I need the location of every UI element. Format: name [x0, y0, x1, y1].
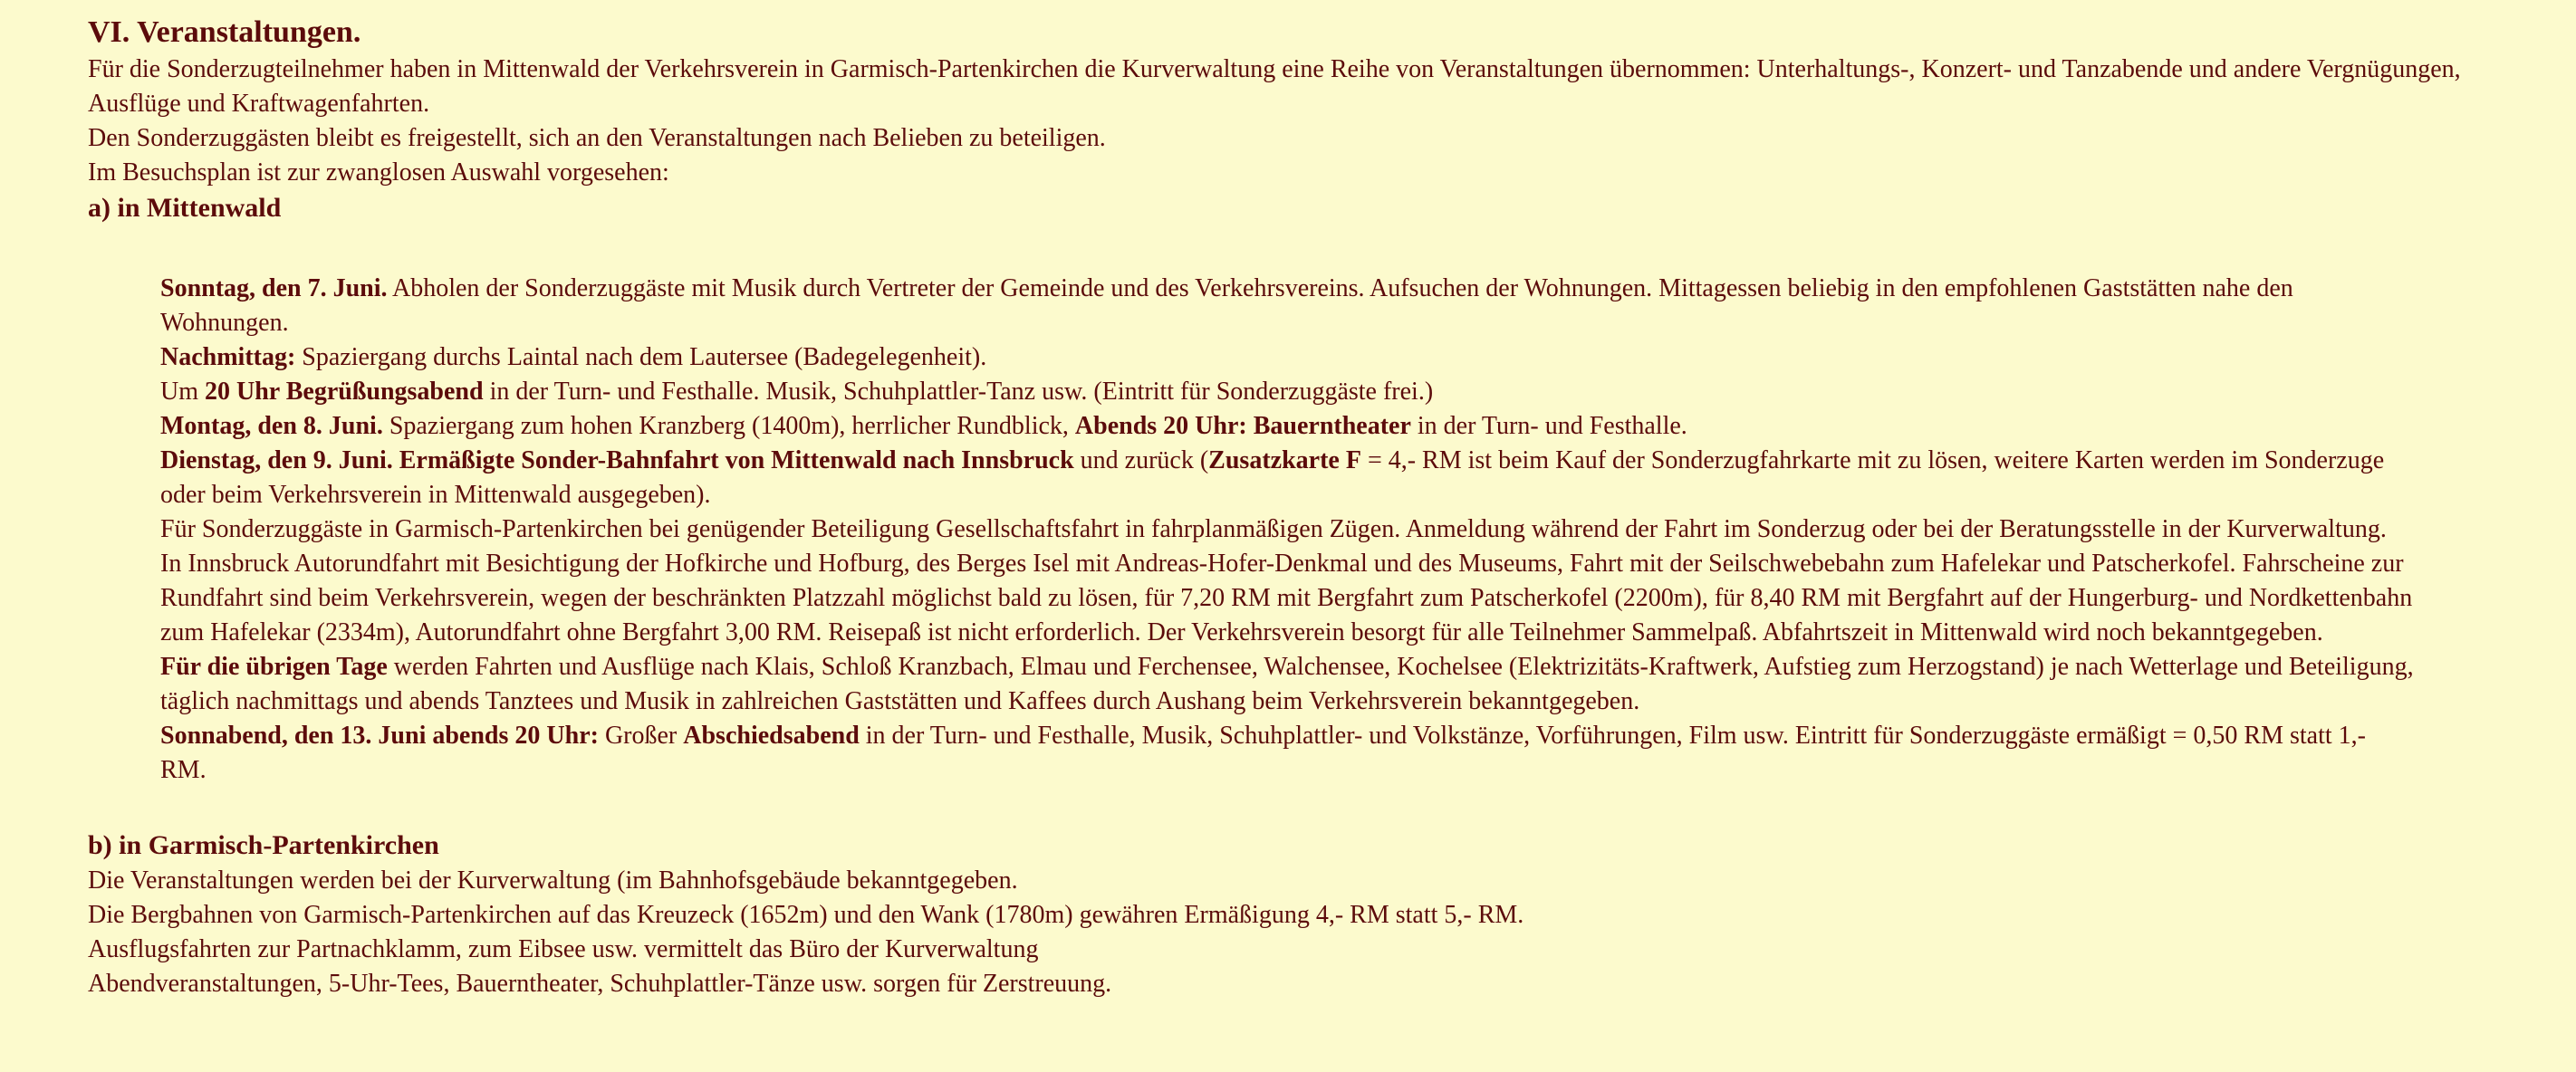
text-segment: = 4,- RM ist beim Kauf der Sonderzugfahrkarte mit zu lösen, weitere Karten werden im Sonderzuge oder beim Verkehrsverein in Mittenwald ausgegeben).: [160, 446, 2385, 509]
event-item: [160, 340, 2417, 375]
text-segment: in der Turn- und Festhalle, Musik, Schuhplattler- und Volkstänze, Vorführungen, Film usw. Eintritt für Sonderzuggäste ermäßigt = 0,50 RM statt 1,- RM.: [160, 722, 2366, 784]
text-segment: werden Fahrten und Ausflüge nach Klais, Schloß Kranzbach, Elmau und Ferchensee, Walchensee, Kochelsee (Elektrizitäts-Kraftwerk, Aufstieg zum Herzogstand) je nach Wetterlage und Beteiligung, täglich nachmittags und abends Tanztees und Musik in zahlreichen Gaststätten und Kaffees durch Aushang beim Verkehrsverein bekanntgegeben.: [160, 653, 2414, 715]
event-item: [160, 375, 2417, 409]
text-segment: Sonnabend, den 13. Juni abends 20 Uhr:: [160, 722, 599, 750]
text-segment: Ausflugsfahrten zur Partnachklamm, zum Eibsee usw. vermittelt das Büro der Kurverwaltung: [88, 935, 1039, 963]
event-item: [160, 547, 2417, 650]
event-item: [160, 444, 2417, 512]
text-segment: Für Sonderzuggäste in Garmisch-Partenkirchen bei genügender Beteiligung Gesellschaftsfahrt in fahrplanmäßigen Zügen. Anmeldung während der Fahrt im Sonderzug oder bei der Beratungsstelle in der Kurverwaltung.: [160, 515, 2387, 543]
event-item: [160, 650, 2417, 719]
text-segment: Den Sonderzuggästen bleibt es freigestellt, sich an den Veranstaltungen nach Belieben zu beteiligen.: [88, 124, 1106, 152]
text-segment: Um: [160, 378, 205, 406]
text-segment: in der Turn- und Festhalle.: [1410, 412, 1687, 440]
text-segment: und zurück (: [1073, 446, 1209, 474]
text-segment: Abends 20 Uhr: Bauerntheater: [1074, 412, 1411, 440]
text-segment: Die Bergbahnen von Garmisch-Partenkirchen auf das Kreuzeck (1652m) und den Wank (1780m) gewähren Ermäßigung 4,- RM statt 5,- RM.: [88, 901, 1524, 929]
text-segment: Spaziergang zum hohen Kranzberg (1400m), herrlicher Rundblick,: [382, 412, 1075, 440]
section-b-paragraph: [88, 898, 2490, 933]
event-item: [160, 719, 2417, 788]
text-segment: Im Besuchsplan ist zur zwanglosen Auswahl vorgesehen:: [88, 158, 669, 187]
page-title: VI. Veranstaltungen.: [88, 15, 361, 49]
text-segment: Für die übrigen Tage: [160, 653, 388, 681]
text-segment: Abschiedsabend: [683, 722, 860, 750]
text-segment: Nachmittag:: [160, 343, 296, 371]
text-segment: 20 Uhr Begrüßungsabend: [205, 378, 484, 406]
event-item: [160, 512, 2417, 547]
text-segment: Zusatzkarte F: [1208, 446, 1361, 474]
text-segment: Montag, den 8. Juni.: [160, 412, 383, 440]
text-segment: Die Veranstaltungen werden bei der Kurverwaltung (im Bahnhofsgebäude bekanntgegeben.: [88, 866, 1018, 895]
text-segment: Abendveranstaltungen, 5-Uhr-Tees, Bauerntheater, Schuhplattler-Tänze usw. sorgen für Zerstreuung.: [88, 970, 1112, 998]
section-b-paragraph: [88, 864, 2490, 898]
text-segment: Dienstag, den 9. Juni. Ermäßigte Sonder-Bahnfahrt von Mittenwald nach Innsbruck: [160, 446, 1074, 474]
event-item: [160, 272, 2417, 340]
section-b-paragraph: [88, 967, 2490, 1001]
text-segment: in der Turn- und Festhalle. Musik, Schuhplattler-Tanz usw. (Eintritt für Sonderzuggäste frei.): [483, 378, 1434, 406]
section-b-paragraph: [88, 933, 2490, 967]
intro-paragraph: [88, 121, 2490, 156]
intro-paragraph: [88, 156, 2490, 190]
text-segment: Sonntag, den 7. Juni.: [160, 274, 388, 302]
text-segment: Abholen der Sonderzuggäste mit Musik durch Vertreter der Gemeinde und des Verkehrsvereins. Aufsuchen der Wohnungen. Mittagessen beliebig in den empfohlenen Gaststätten nahe den Wohnungen.: [160, 274, 2293, 337]
text-segment: Großer: [598, 722, 684, 750]
event-item: [160, 409, 2417, 444]
section-a-heading: a) in Mittenwald: [88, 193, 282, 223]
text-segment: Spaziergang durchs Laintal nach dem Lautersee (Badegelegenheit).: [295, 343, 987, 371]
section-b-heading: b) in Garmisch-Partenkirchen: [88, 830, 439, 860]
text-segment: In Innsbruck Autorundfahrt mit Besichtigung der Hofkirche und Hofburg, des Berges Isel mit Andreas-Hofer-Denkmal und des Museums, Fahrt mit der Seilschwebebahn zum Hafelekar und Patscherkofel. Fahrscheine zur Rundfahrt sind beim Verkehrsverein, wegen der beschränkten Platzzahl möglichst bald zu lösen, für 7,20 RM mit Bergfahrt zum Patscherkofel (2200m), für 8,40 RM mit Bergfahrt auf der Hungerburg- und Nordkettenbahn zum Hafelekar (2334m), Autorundfahrt ohne Bergfahrt 3,00 RM. Reisepaß ist nicht erforderlich. Der Verkehrsverein besorgt für alle Teilnehmer Sammelpaß. Abfahrtszeit in Mittenwald wird noch bekanntgegeben.: [160, 550, 2413, 646]
intro-paragraph: [88, 53, 2490, 121]
text-segment: Für die Sonderzugteilnehmer haben in Mittenwald der Verkehrsverein in Garmisch-Partenkirchen die Kurverwaltung eine Reihe von Veranstaltungen übernommen: Unterhaltungs-, Konzert- und Tanzabende und andere Vergnügungen, Ausflüge und Kraftwagenfahrten.: [88, 55, 2461, 118]
section-a-event-list: [160, 272, 2417, 788]
